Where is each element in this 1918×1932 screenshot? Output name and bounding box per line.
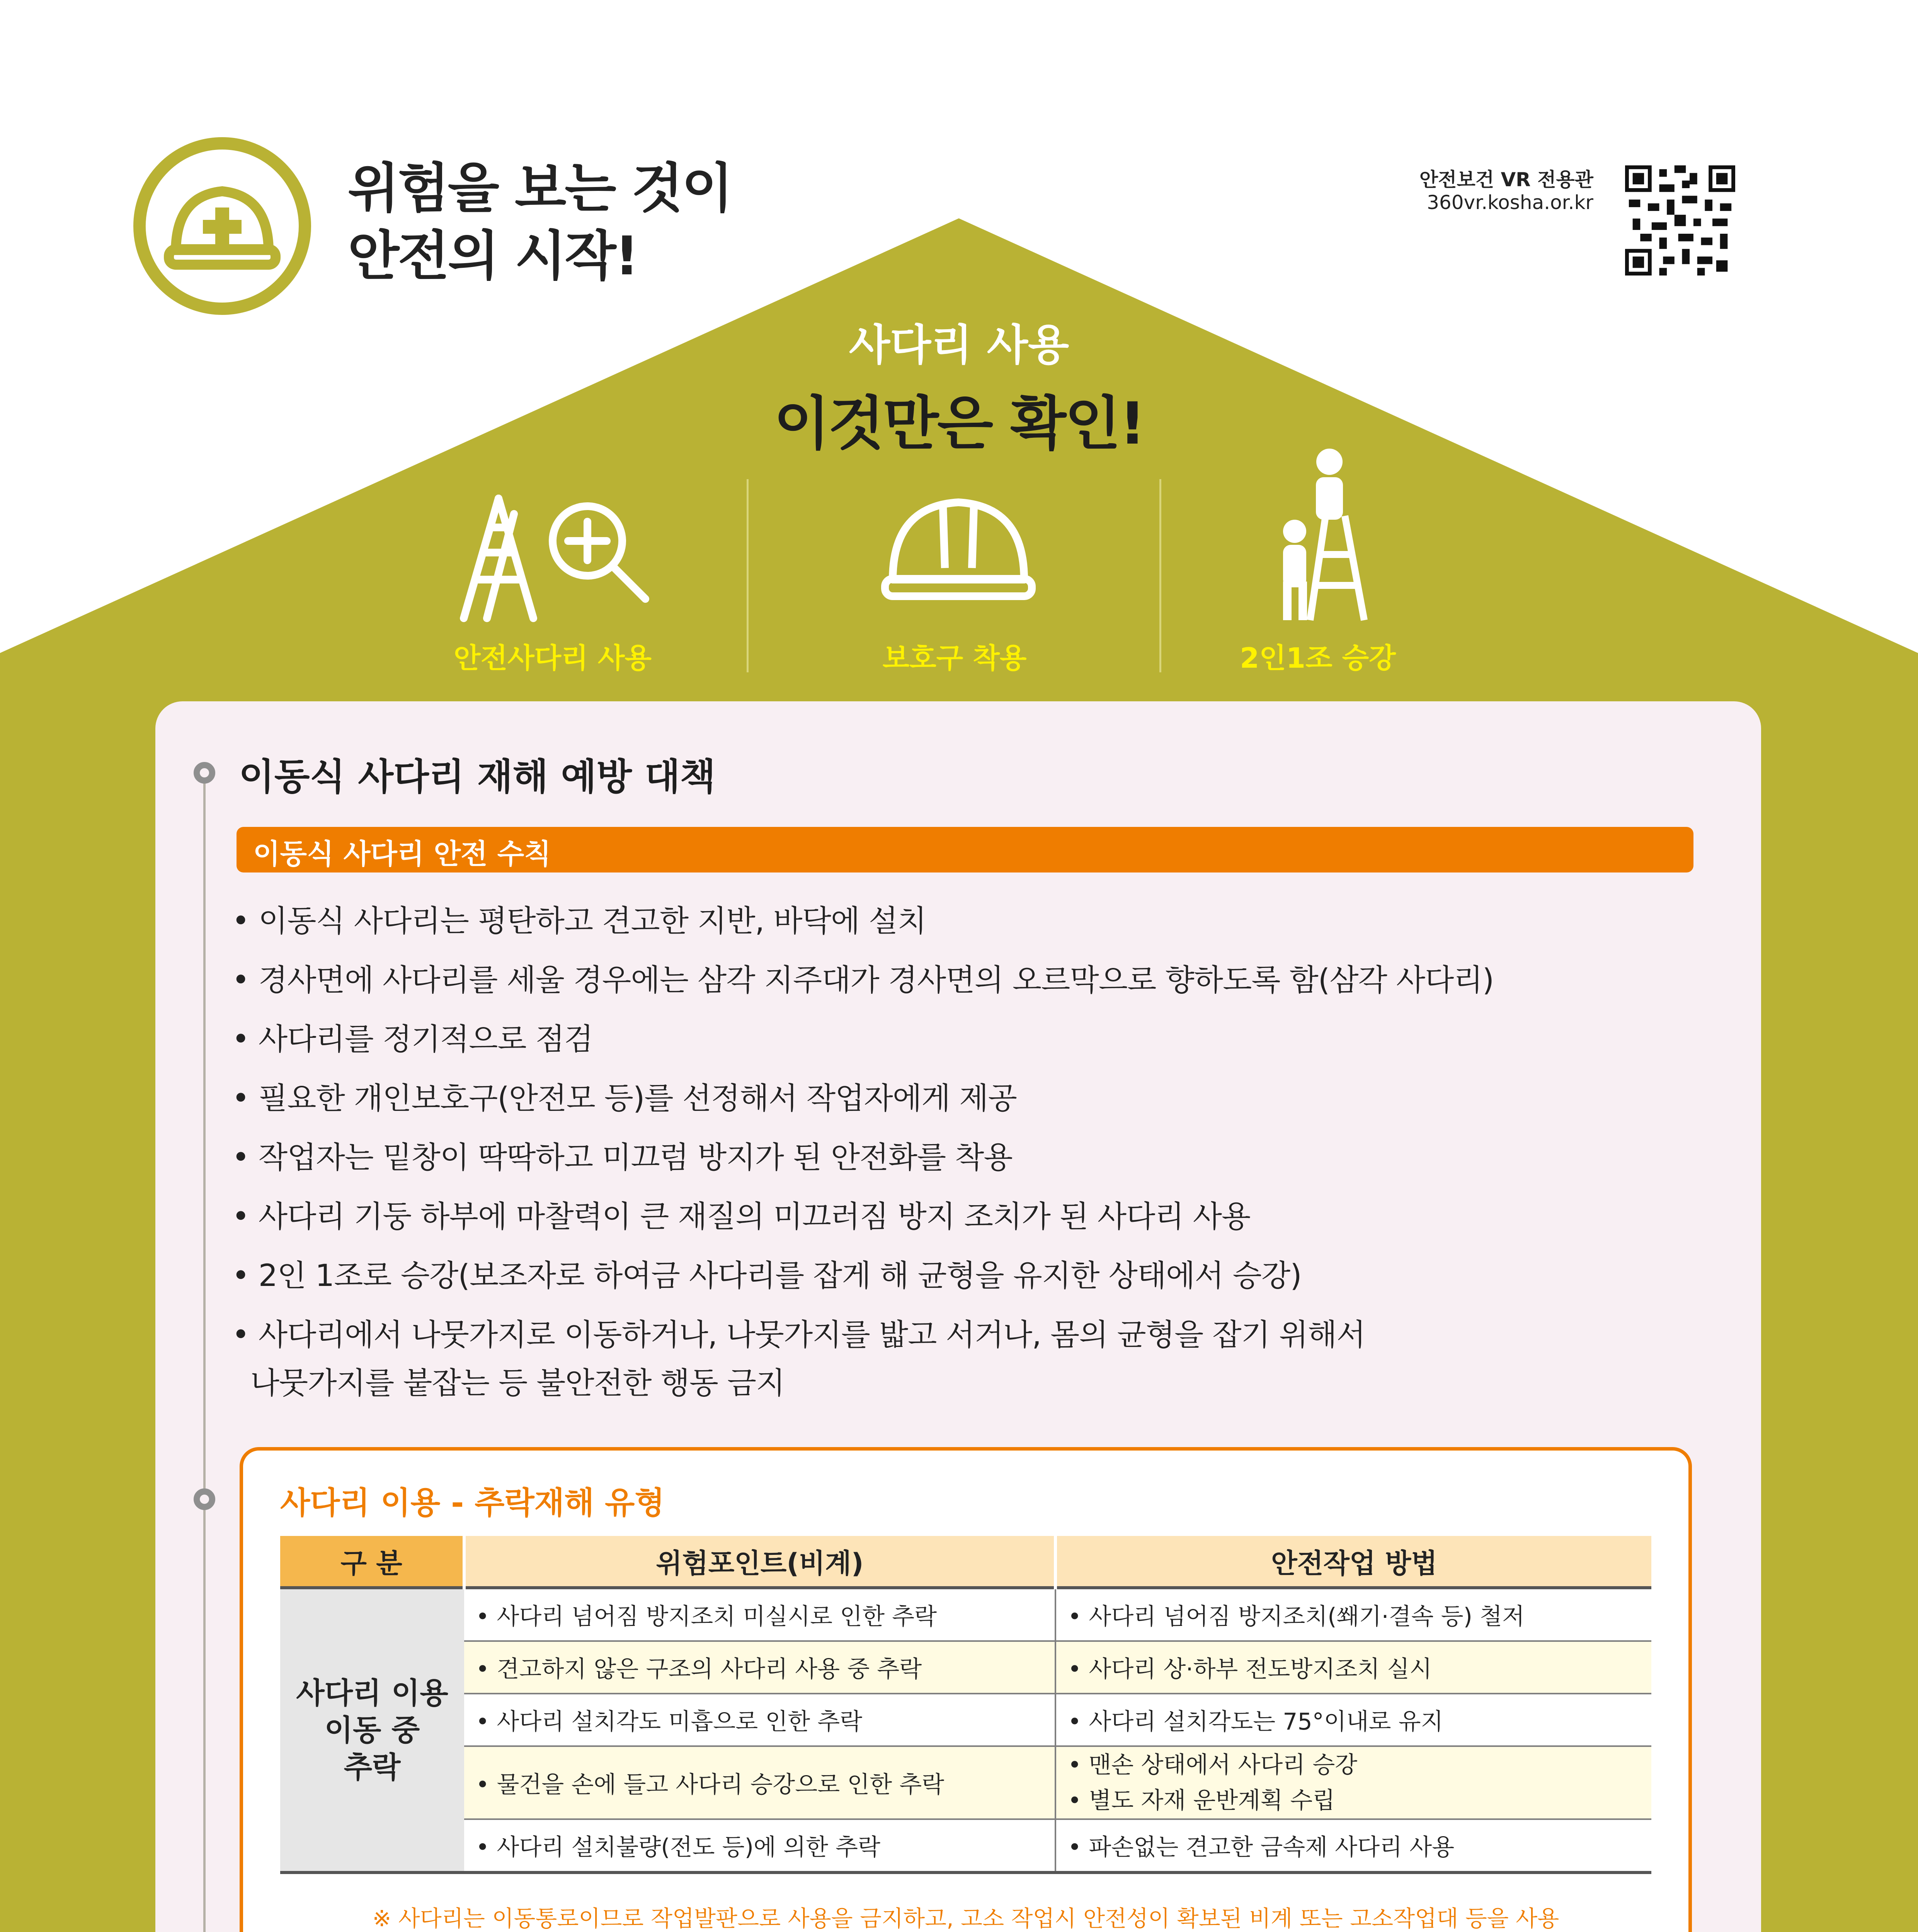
helmet-icon	[881, 491, 1036, 607]
rule-item: • 경사면에 사다리를 세울 경우에는 삼각 지주대가 경사면의 오르막으로 향하도록 함(삼각 사다리)	[232, 963, 1494, 998]
timeline-dot	[194, 1488, 215, 1510]
two-person-ladder-icon	[1268, 446, 1414, 624]
table-cell-risk: • 사다리 설치각도 미흡으로 인한 추락	[464, 1694, 1055, 1746]
check-subtitle: 사다리 사용	[849, 320, 1069, 370]
table-cell-risk: • 물건을 손에 들고 사다리 승강으로 인한 추락	[464, 1746, 1055, 1819]
table-header: 위험포인트(비계)	[464, 1536, 1055, 1588]
table-note: ※ 사다리는 이동통로이므로 작업발판으로 사용을 금지하고, 고소 작업시 안전성이 확보된 비계 또는 고소작업대 등을 사용	[372, 1905, 1559, 1932]
table-cell-method: • 사다리 상·하부 전도방지조치 실시	[1055, 1641, 1651, 1694]
timeline-line	[203, 773, 206, 1932]
fall-table-title: 사다리 이용 - 추락재해 유형	[280, 1485, 665, 1521]
timeline-dot	[194, 762, 215, 784]
table-cell-method: • 사다리 넘어짐 방지조치(쐐기·결속 등) 철저	[1055, 1588, 1651, 1641]
icon-label-two-person: 2인1조 승강	[1240, 642, 1396, 674]
rule-item: • 사다리에서 나뭇가지로 이동하거나, 나뭇가지를 밟고 서거나, 몸의 균형을 잡기 위해서	[232, 1318, 1365, 1352]
table-header: 구 분	[280, 1536, 464, 1588]
fall-hazard-table	[280, 1536, 1651, 1874]
rule-item: • 사다리 기둥 하부에 마찰력이 큰 재질의 미끄러짐 방지 조치가 된 사다리 사용	[232, 1199, 1251, 1234]
vr-label: 안전보건 VR 전용관	[1419, 168, 1593, 191]
table-cell-method: • 파손없는 견고한 금속제 사다리 사용	[1055, 1819, 1651, 1872]
divider	[1159, 479, 1161, 672]
rule-item: • 이동식 사다리는 평탄하고 견고한 지반, 바닥에 설치	[232, 904, 926, 939]
qr-code-icon[interactable]	[1625, 165, 1735, 276]
divider	[747, 479, 749, 672]
slogan: 위험을 보는 것이 안전의 시작!	[348, 157, 732, 287]
table-cell-method: • 사다리 설치각도는 75°이내로 유지	[1055, 1694, 1651, 1746]
vr-url[interactable]: 360vr.kosha.or.kr	[1427, 191, 1593, 214]
table-cell-risk: • 사다리 넘어짐 방지조치 미실시로 인한 추락	[464, 1588, 1055, 1641]
table-header: 안전작업 방법	[1055, 1536, 1651, 1588]
helmet-icon	[146, 150, 299, 303]
section-title: 이동식 사다리 재해 예방 대책	[239, 756, 716, 798]
rule-item: • 사다리를 정기적으로 점검	[232, 1022, 593, 1057]
rule-item: • 작업자는 밑창이 딱딱하고 미끄럼 방지가 된 안전화를 착용	[232, 1140, 1013, 1175]
check-title: 이것만은 확인!	[774, 390, 1144, 457]
table-cell-risk: • 견고하지 않은 구조의 사다리 사용 중 추락	[464, 1641, 1055, 1694]
table-category: 사다리 이용 이동 중 추락	[280, 1588, 464, 1872]
table-cell-risk: • 사다리 설치불량(전도 등)에 의한 추락	[464, 1819, 1055, 1872]
rules-heading: 이동식 사다리 안전 수칙	[253, 838, 551, 870]
rule-item: • 필요한 개인보호구(안전모 등)를 선정해서 작업자에게 제공	[232, 1081, 1017, 1116]
icon-label-protective-gear: 보호구 착용	[882, 642, 1027, 674]
rule-item: • 2인 1조로 승강(보조자로 하여금 사다리를 잡게 해 균형을 유지한 상태에서 승강)	[232, 1259, 1302, 1293]
icon-label-safe-ladder: 안전사다리 사용	[454, 642, 652, 674]
rule-item: 나뭇가지를 붙잡는 등 불안전한 행동 금지	[232, 1366, 785, 1401]
table-cell-method: • 맨손 상태에서 사다리 승강 • 별도 자재 운반계획 수립	[1055, 1746, 1651, 1819]
ladder-magnifier-icon	[456, 491, 657, 622]
helmet-logo	[133, 137, 311, 315]
